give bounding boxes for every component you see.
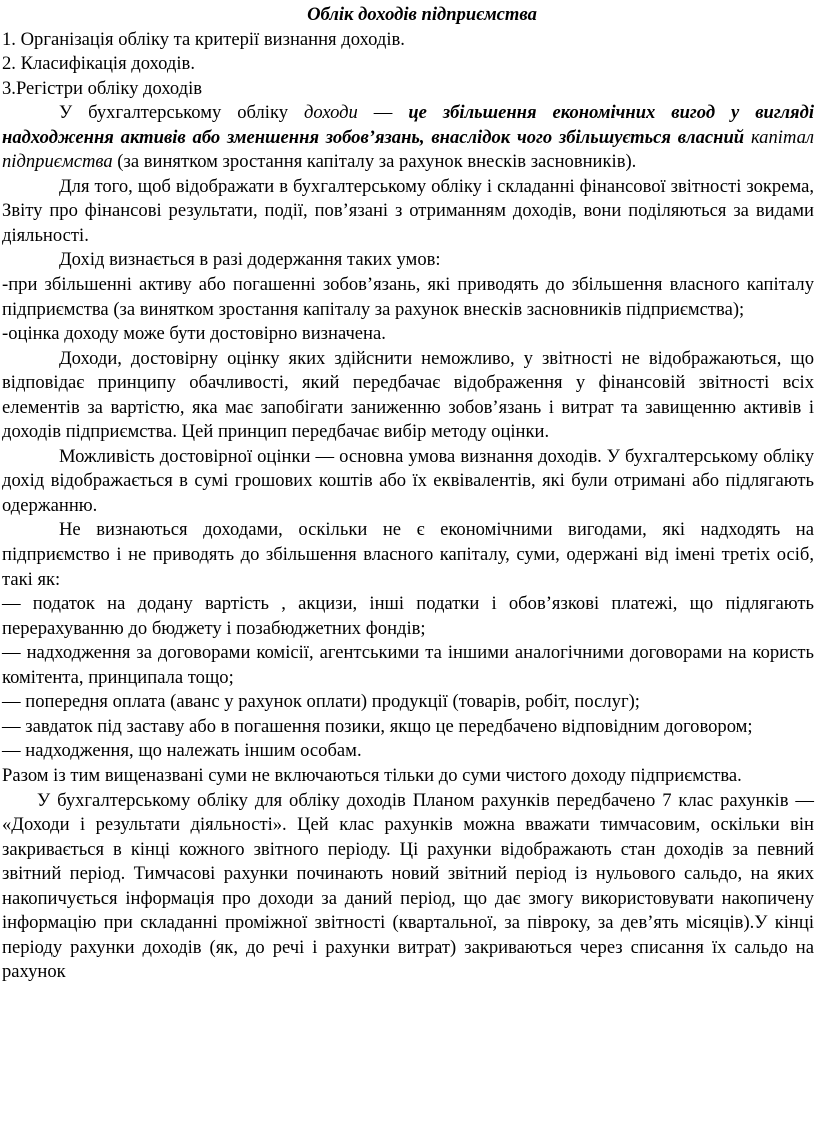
list-item: — надходження, що належать іншим особам.	[2, 740, 362, 762]
not-income-paragraph: Не визнаються доходами, оскільки не є економічними вигодами, які надходять на підприємство і не приводять до збільшення власного капіталу, суми, одержані від імені третіх осіб, такі як:	[2, 519, 814, 590]
definition-rest: (за винятком зростання капіталу за рахунок внесків засновників).	[112, 151, 637, 173]
definition-lead: У бухгалтерському обліку	[59, 102, 304, 124]
list-item: — завдаток під заставу або в погашення позики, якщо це передбачено відповідним договором;	[2, 715, 753, 737]
conditions-intro: Дохід визнається в разі додержання таких умов:	[59, 249, 441, 271]
reliable-estimate-paragraph: Можливість достовірної оцінки — основна умова визнання доходів. У бухгалтерському обліку дохід відображається в сумі грошових коштів або їх еквівалентів, які були отримані або підлягають одержанню.	[2, 445, 814, 516]
definition-paragraph	[2, 101, 814, 175]
definition-italic-tail: капітал підприємства	[2, 126, 815, 173]
condition-2: -оцінка доходу може бути достовірно визначена.	[2, 323, 386, 345]
definition-dash: —	[357, 102, 409, 124]
definition-term: доходи	[303, 102, 358, 124]
definition-emphasis: це збільшення економічних вигод у вигляді надходження активів або зменшення зобов’язань, внаслідок чого збільшується власний	[2, 102, 814, 148]
prudence-paragraph: Доходи, достовірну оцінку яких здійснити неможливо, у звітності не відображаються, що відповідає принципу обачливості, який передбачає відображення у фінансовій звітності всіх елементів за вартістю, яка має запобігати заниженню зобов’язань і витрат та завищенню активів і доходів підприємства. Цей принцип передбачає вибір методу оцінки.	[2, 347, 814, 443]
class7-paragraph: У бухгалтерському обліку для обліку доходів Планом рахунків передбачено 7 клас рахунків — «Доходи і результати діяльності». Цей клас рахунків можна вважати тимчасовим, оскільки він закривається в кінці кожного звітного періоду. Ці рахунки відображають стан доходів за певний звітний період. Тимчасові рахунки починають новий звітний період із нульового сальдо, на яких накопичується інформація про доходи за даний період, що дає змогу використовувати накопичену інформацію при складанні проміжної звітності (квартальної, за півроку, за дев’ять місяців).У кінці періоду рахунки доходів (як, до речі і рахунки витрат) закриваються через списання їх сальдо на рахунок	[2, 789, 814, 983]
list-item: — податок на додану вартість , акцизи, інші податки і обов’язкові платежі, що підлягають перерахуванню до бюджету і позабюджетних фондів;	[2, 593, 814, 639]
classification-paragraph: Для того, щоб відображати в бухгалтерському обліку і складанні фінансової звітності зокрема, Звіту про фінансові результати, події, пов’язані з отриманням доходів, вони поділяються за видами діяльності.	[2, 175, 814, 246]
together-paragraph: Разом із тим вищеназвані суми не включаються тільки до суми чистого доходу підприємства.	[2, 764, 742, 786]
outline-item-3: 3.Регістри обліку доходів	[2, 77, 203, 99]
document-title: Облік доходів підприємства	[307, 4, 537, 25]
list-item: — попередня оплата (аванс у рахунок оплати) продукції (товарів, робіт, послуг);	[2, 691, 640, 713]
condition-1: -при збільшенні активу або погашенні зобов’язань, які приводять до збільшення власного капіталу підприємства (за винятком зростання капіталу за рахунок внесків засновників підприємства);	[2, 274, 814, 320]
outline-item-2: 2. Класифікація доходів.	[2, 53, 195, 75]
outline-item-1: 1. Організація обліку та критерії визнання доходів.	[2, 28, 405, 50]
list-item: — надходження за договорами комісії, агентськими та іншими аналогічними договорами на користь комітента, принципала тощо;	[2, 642, 814, 688]
